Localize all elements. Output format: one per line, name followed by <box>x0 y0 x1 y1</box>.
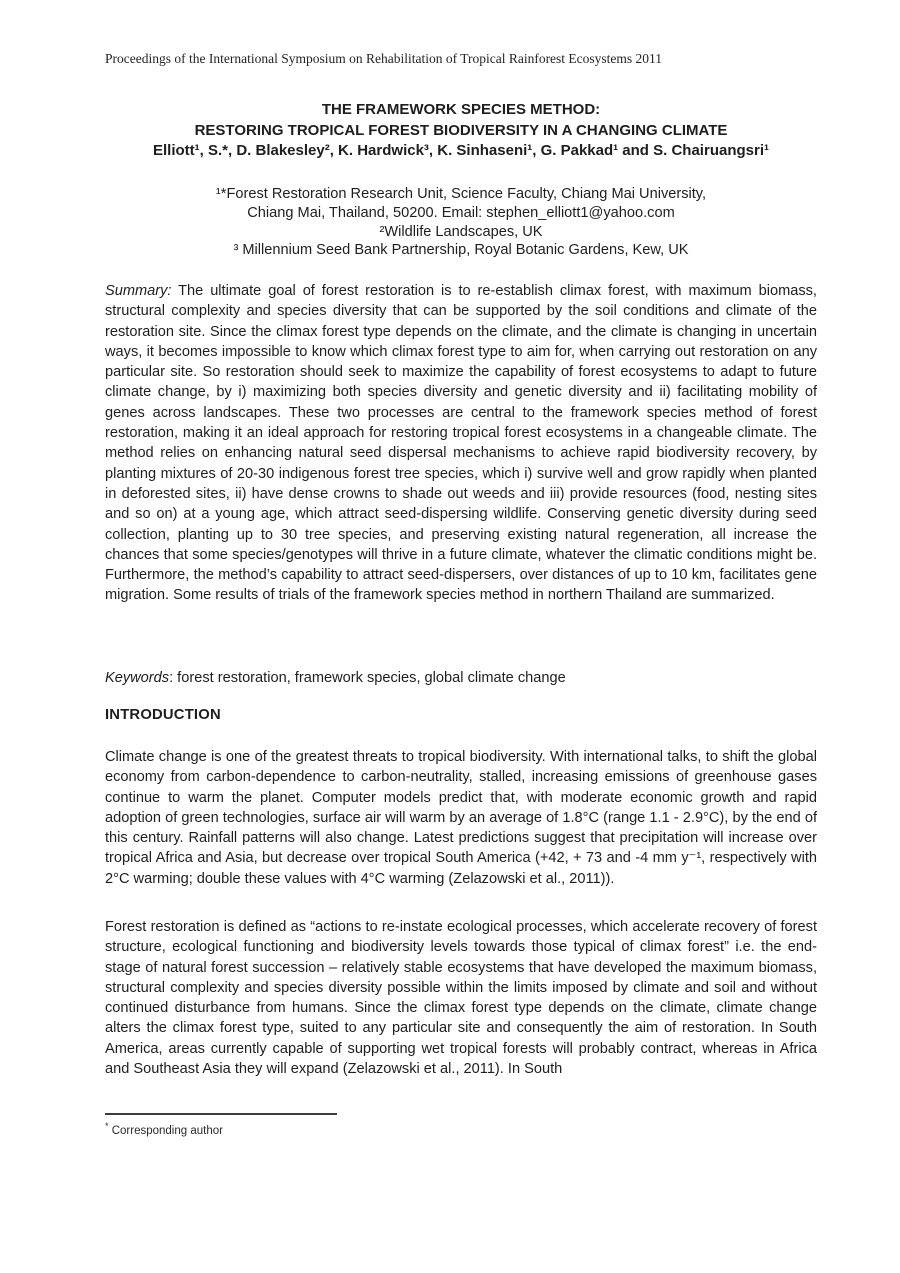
summary-paragraph <box>105 281 817 606</box>
summary-text: The ultimate goal of forest restoration is to re-establish climax forest, with maximum biomass, structural complexity and species diversity that can be supported by the soil conditions and climate of the restoration site. Since the climax forest type depends on the climate, and the climate is changing in uncertain ways, it becomes impossible to know which climax forest type to aim for, when carrying out restoration on any particular site. So restoration should seek to maximize the capability of forest ecosystems to adapt to future climate change, by i) maximizing both species diversity and genetic diversity and ii) facilitating mobility of genes across landscapes. These two processes are central to the framework species method of forest restoration, making it an ideal approach for restoring tropical forest ecosystems in a changeable climate. The method relies on enhancing natural seed dispersal mechanisms to achieve rapid biodiversity recovery, by planting mixtures of 20-30 indigenous forest tree species, which i) survive well and grow rapidly when planted in deforested sites, ii) have dense crowns to shade out weeds and iii) provide resources (food, nesting sites and so on) at a young age, which attract seed-dispersing wildlife. Conserving genetic diversity during seed collection, planting up to 30 tree species, and preserving existing natural regeneration, all increase the chances that some species/genotypes will thrive in a future climate, whatever the climatic conditions might be. Furthermore, the method’s capability to attract seed-dispersers, over distances of up to 10 km, facilitates gene migration. Some results of trials of the framework species method in northern Thailand are summarized. <box>105 283 817 604</box>
affiliation-line-3: ²Wildlife Landscapes, UK <box>379 223 543 240</box>
introduction-paragraph-1: Climate change is one of the greatest threats to tropical biodiversity. With international talks, to shift the global economy from carbon-dependence to carbon-neutrality, stalled, increasing emissions of greenhouse gases continue to warm the planet. Computer models predict that, with moderate economic growth and rapid adoption of green technologies, surface air will warm by an average of 1.8°C (range 1.1 - 2.9°C), by the end of this century. Rainfall patterns will also change. Latest predictions suggest that precipitation will increase over tropical Africa and Asia, but decrease over tropical South America (+42, + 73 and -4 mm y⁻¹, respectively with 2°C warming; double these values with 4°C warming (Zelazowski et al., 2011)). <box>105 749 817 887</box>
introduction-paragraph-2: Forest restoration is defined as “actions to re-instate ecological processes, which accelerate recovery of forest structure, ecological functioning and biodiversity levels towards those typical of climax forest” i.e. the end-stage of natural forest succession – relatively stable ecosystems that have developed the maximum biomass, structural complexity and species diversity possible within the limits imposed by climate and soil and without continued disturbance from humans. Since the climax forest type depends on the climate, climate change alters the climax forest type, suited to any particular site and consequently the aim of restoration. In South America, areas currently capable of supporting wet tropical forests will probably contract, whereas in Africa and Southeast Asia they will expand (Zelazowski et al., 2011). In South <box>105 919 817 1078</box>
summary-label: Summary: <box>105 283 172 299</box>
proceedings-header: Proceedings of the International Symposium on Rehabilitation of Tropical Rainforest Ecosystems 2011 <box>105 51 663 66</box>
affiliations-block <box>105 185 817 260</box>
keywords-label: Keywords <box>105 670 170 686</box>
footnote-label: Corresponding author <box>111 1124 223 1137</box>
footnote-marker: * <box>105 1121 109 1131</box>
affiliation-line-2: Chiang Mai, Thailand, 50200. Email: stephen_elliott1@yahoo.com <box>247 204 675 221</box>
footnote <box>105 1121 223 1137</box>
authors-line: Elliott¹, S.*, D. Blakesley², K. Hardwick³, K. Sinhaseni¹, G. Pakkad¹ and S. Chairuangsri¹ <box>153 142 769 160</box>
introduction-heading: INTRODUCTION <box>105 707 221 723</box>
affiliation-line-4: ³ Millennium Seed Bank Partnership, Royal Botanic Gardens, Kew, UK <box>233 242 689 259</box>
footnote-separator <box>105 1113 337 1115</box>
keywords-text: : forest restoration, framework species, global climate change <box>169 670 566 686</box>
paper-title-line1: THE FRAMEWORK SPECIES METHOD: <box>321 101 601 118</box>
paper-title-line2: RESTORING TROPICAL FOREST BIODIVERSITY IN A CHANGING CLIMATE <box>194 121 728 139</box>
keywords-line <box>105 670 817 686</box>
title-block <box>105 100 817 162</box>
affiliation-line-1: ¹*Forest Restoration Research Unit, Science Faculty, Chiang Mai University, <box>215 186 707 202</box>
